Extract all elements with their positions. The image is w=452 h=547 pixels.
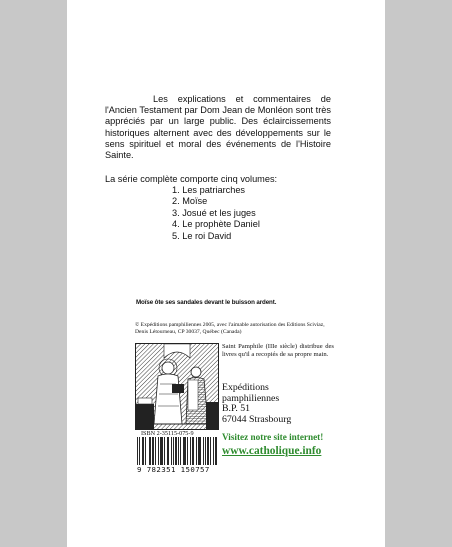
saint-pamphile-note: Saint Pamphile (IIIe siècle) distribue des livres qu'il a recopiés de sa propre main. — [222, 343, 334, 359]
website-link[interactable]: www.catholique.info — [222, 445, 322, 457]
publisher-address — [222, 383, 291, 425]
list-item: 4. Le prophète Daniel — [172, 219, 260, 230]
copyright-notice: © Expéditions pamphiliennes 2005, avec l'aimable autorisation des Editions Sciviaz, Denis Létourneau, CP 30037, Québec (Canada) — [135, 322, 325, 336]
barcode-digits: 9 782351 150757 — [137, 465, 210, 474]
back-cover-page — [67, 0, 385, 547]
isbn-barcode — [137, 437, 217, 465]
list-item: 3. Josué et les juges — [172, 207, 256, 218]
list-item: 2. Moïse — [172, 196, 208, 207]
visit-website-text: Visitez notre site internet! — [222, 432, 324, 442]
book-description: Les explications et commentaires de l'Ancien Testament par Dom Jean de Monléon sont très appréciés par un large public. Des éclaircissements historiques alternent avec des développements sur le sens spirituel et moral des événements de l'Histoire Sainte. — [105, 94, 331, 161]
isbn-label: ISBN 2-35115-075-9 — [141, 430, 194, 437]
address-line: pamphiliennes — [222, 392, 280, 404]
cover-image-caption: Moïse ôte ses sandales devant le buisson ardent. — [136, 299, 277, 306]
address-line: 67044 Strasbourg — [222, 413, 292, 425]
list-item: 1. Les patriarches — [172, 185, 246, 195]
volume-list — [172, 185, 260, 242]
address-line: B.P. 51 — [222, 403, 251, 415]
saint-pamphile-engraving — [135, 343, 219, 430]
series-intro: La série complète comporte cinq volumes: — [105, 174, 278, 184]
address-line: Expéditions — [222, 382, 269, 393]
list-item: 5. Le roi David — [172, 230, 232, 241]
